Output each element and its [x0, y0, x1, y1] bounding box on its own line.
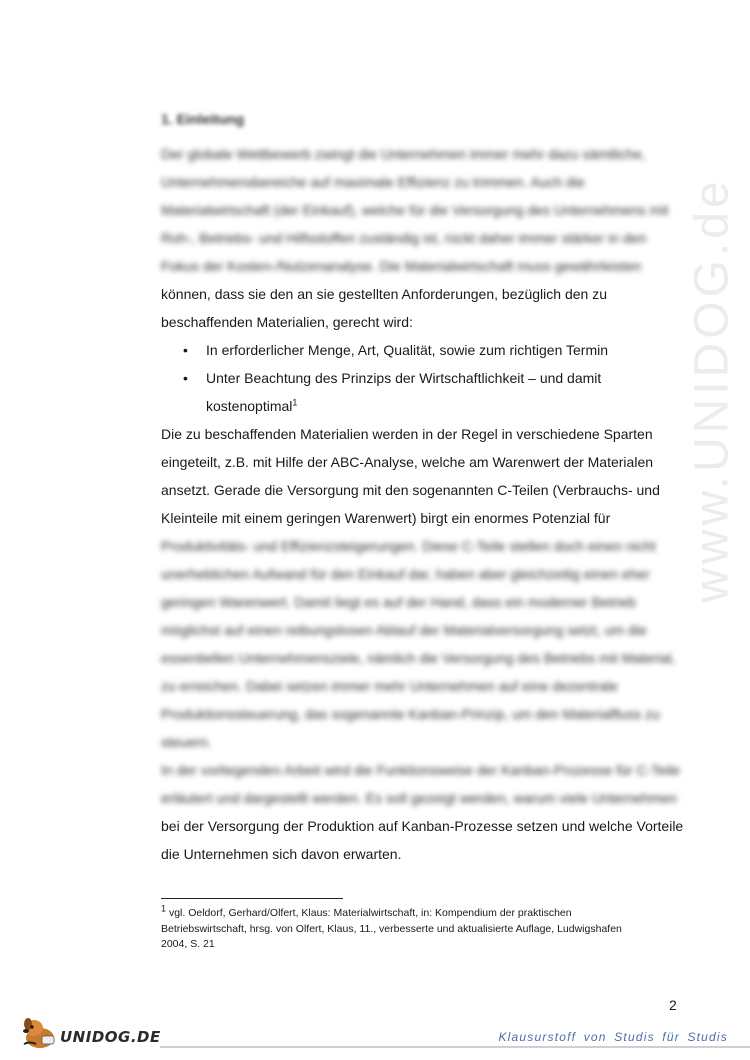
unidog-logo[interactable] [20, 1016, 161, 1052]
bullet-list [161, 336, 681, 420]
footnote [161, 903, 681, 953]
bullet-text-continued: kostenoptimal [206, 398, 293, 414]
text-line: ansetzt. Gerade die Versorgung mit den sogenannten C-Teilen (Verbrauchs- und [161, 482, 660, 498]
bullet-item [161, 336, 681, 364]
bullet-text: In erforderlicher Menge, Art, Qualität, sowie zum richtigen Termin [206, 342, 609, 358]
text-line: möglichst auf einen reibungslosen Ablauf der Materialversorgung setzt, um die [161, 622, 647, 638]
text-line: geringen Warenwert. Damit liegt es auf der Hand, dass ein moderner Betrieb [161, 594, 636, 610]
text-line: Kleinteile mit einem geringen Warenwert) birgt ein enormes Potenzial für [161, 510, 611, 526]
text-line: die Unternehmen sich davon erwarten. [161, 846, 402, 862]
text-line: Produktionssteuerung, das sogenannte Kanban-Prinzip, um den Materialfluss zu [161, 706, 660, 722]
footnote-divider [161, 898, 343, 899]
paragraph-3 [161, 756, 684, 868]
text-line: können, dass sie den an sie gestellten Anforderungen, bezüglich den zu [161, 286, 607, 302]
footnote-text: vgl. Oeldorf, Gerhard/Olfert, Klaus: Materialwirtschaft, in: Kompendium der praktischen [168, 907, 572, 919]
text-line: eingeteilt, z.B. mit Hilfe der ABC-Analyse, welche am Warenwert der Materialen [161, 454, 654, 470]
footnote-ref[interactable]: 1 [292, 397, 298, 408]
paragraph-2 [161, 420, 681, 756]
footer-tagline: Klausurstoff von Studis für Studis [498, 1030, 728, 1044]
bullet-icon: • [183, 342, 188, 358]
text-line: Produktivitäts- und Effizienzsteigerungen. Diese C-Teile stellen doch einen nicht [161, 538, 656, 554]
text-line: essentiellen Unternehmensziele, nämlich die Versorgung des Betriebs mit Material, [161, 650, 676, 666]
page-number: 2 [669, 997, 677, 1013]
text-line: bei der Versorgung der Produktion auf Kanban-Prozesse setzen und welche Vorteile [161, 818, 684, 834]
text-line: erläutert und dargestellt werden. Es soll gezeigt werden, warum viele Unternehmen [161, 790, 677, 806]
text-line: Unternehmensbereiche auf maximale Effizienz zu trimmen. Auch die [161, 174, 585, 190]
text-line: In der vorliegenden Arbeit wird die Funktionsweise der Kanban-Prozesse für C-Teile [161, 762, 681, 778]
bullet-item [161, 364, 681, 420]
page-content [161, 108, 684, 868]
footer-divider [160, 1046, 750, 1048]
text-line: Materialwirtschaft (der Einkauf), welche für die Versorgung des Unternehmens mit [161, 202, 669, 218]
footnote-number: 1 [161, 903, 167, 914]
watermark: www.UNIDOG.de [685, 177, 739, 603]
text-line: Roh-, Betriebs- und Hilfsstoffen zuständig ist, rückt daher immer stärker in den [161, 230, 647, 246]
text-line: Die zu beschaffenden Materialien werden in der Regel in verschiedene Sparten [161, 426, 653, 442]
text-line: Fokus der Kosten-/Nutzenanalyse. Die Materialwirtschaft muss gewährleisten [161, 258, 642, 274]
text-line: steuern. [161, 734, 212, 750]
text-line: zu erreichen. Dabei setzen immer mehr Unternehmen auf eine dezentrale [161, 678, 618, 694]
footnote-text: 2004, S. 21 [161, 938, 215, 950]
text-line: Der globale Wettbewerb zwingt die Unternehmen immer mehr dazu sämtliche, [161, 146, 646, 162]
footnote-text: Betriebswirtschaft, hrsg. von Olfert, Klaus, 11., verbesserte und aktualisierte Auflage, Ludwigshafen [161, 922, 622, 935]
text-line: beschaffenden Materialien, gerecht wird: [161, 314, 413, 330]
text-line: unerheblichen Aufwand für den Einkauf dar, haben aber gleichzeitig einen eher [161, 566, 650, 582]
bullet-text: Unter Beachtung des Prinzips der Wirtschaftlichkeit – und damit [206, 370, 602, 386]
paragraph-1 [161, 140, 681, 336]
section-heading: 1. Einleitung [161, 111, 245, 127]
dog-icon [20, 1016, 60, 1050]
bullet-icon: • [183, 370, 188, 386]
logo-text: UNIDOG.DE [60, 1028, 161, 1046]
